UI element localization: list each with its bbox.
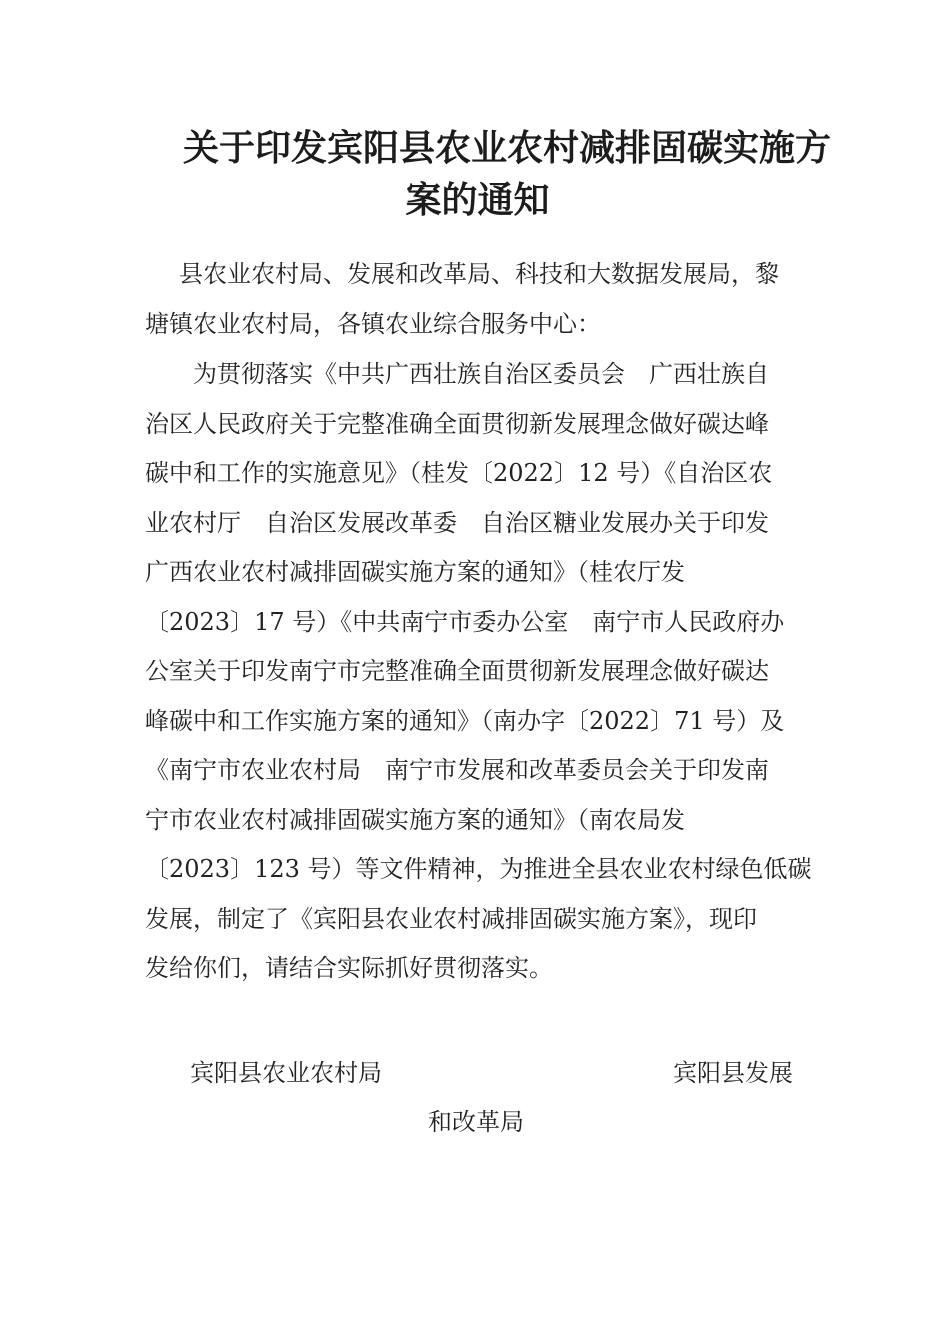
signature-left: 宾阳县农业农村局 xyxy=(190,1059,382,1087)
signature-right: 宾阳县发展 xyxy=(673,1059,793,1087)
body-line: 业农村厅 自治区发展改革委 自治区糖业发展办关于印发 xyxy=(145,508,769,537)
body-line: 《南宁市农业农村局 南宁市发展和改革委员会关于印发南 xyxy=(145,756,769,784)
body-line: 公室关于印发南宁市完整准确全面贯彻新发展理念做好碳达 xyxy=(145,657,769,685)
body-line: 〔2023〕123 号）等文件精神，为推进全县农业农村绿色低碳 xyxy=(145,855,812,883)
body-line: 碳中和工作的实施意见》（桂发〔2022〕12 号）《自治区农 xyxy=(145,459,773,487)
addressee-line: 县农业农村局、发展和改革局、科技和大数据发展局，黎 xyxy=(179,260,779,288)
addressee-line: 塘镇农业农村局，各镇农业综合服务中心： xyxy=(145,309,601,338)
body-line: 发给你们，请结合实际抓好贯彻落实。 xyxy=(145,954,553,982)
body-line: 峰碳中和工作实施方案的通知》（南办字〔2022〕71 号）及 xyxy=(145,706,785,735)
body-line: 治区人民政府关于完整准确全面贯彻新发展理念做好碳达峰 xyxy=(145,409,769,438)
body-line: 广西农业农村减排固碳实施方案的通知》（桂农厅发 xyxy=(145,558,685,586)
addressee-block xyxy=(145,250,810,349)
body-line: 发展，制定了《宾阳县农业农村减排固碳实施方案》，现印 xyxy=(145,904,757,933)
title-line-1: 关于印发宾阳县农业农村减排固碳实施方 xyxy=(183,127,832,169)
body-line: 为贯彻落实《中共广西壮族自治区委员会 广西壮族自 xyxy=(193,360,769,388)
body-line: 〔2023〕17 号）《中共南宁市委办公室 南宁市人民政府办 xyxy=(145,607,785,636)
body-line: 宁市农业农村减排固碳实施方案的通知》（南农局发 xyxy=(145,805,685,834)
title-line-2: 案的通知 xyxy=(405,179,550,221)
document-title xyxy=(145,122,832,226)
signature-right-continued: 和改革局 xyxy=(428,1108,524,1136)
body-paragraph xyxy=(145,350,810,994)
